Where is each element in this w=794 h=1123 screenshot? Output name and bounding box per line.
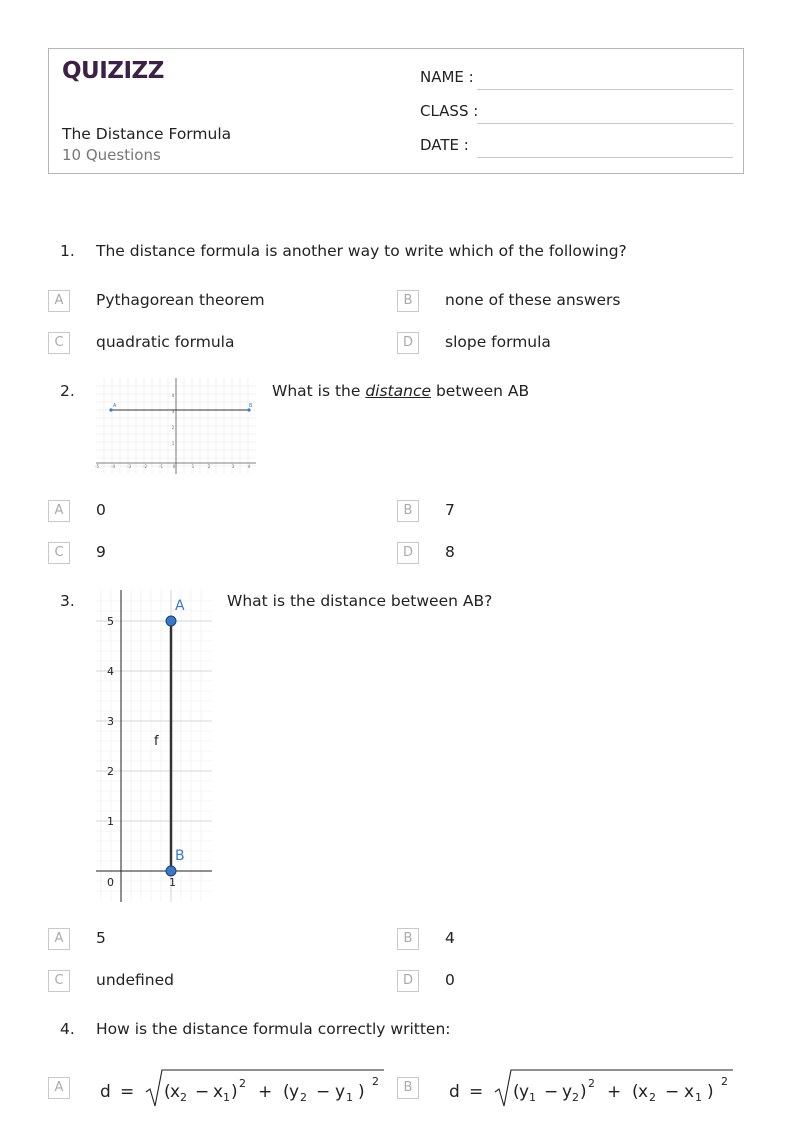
svg-text:x: x [638,1082,649,1102]
date-label: DATE : [420,136,469,154]
svg-text:−: − [544,1082,559,1102]
option-c-box[interactable]: C [48,970,70,992]
option-d-box[interactable]: D [397,970,419,992]
x-tick-label: 1 [191,464,195,469]
svg-text:y: y [562,1082,573,1102]
paren-close: ) [231,1082,238,1102]
svg-text:2: 2 [588,1077,595,1090]
svg-text:2: 2 [721,1075,728,1088]
paren-close: ) [358,1082,365,1102]
paren-open: ( [632,1082,639,1102]
option-d-text[interactable]: 0 [445,971,455,989]
option-a-formula[interactable] [92,1064,388,1110]
question-text: How is the distance formula correctly written: [96,1020,451,1038]
option-d-text[interactable]: 8 [445,543,455,561]
x-tick-label: 2 [207,464,211,469]
option-b-box[interactable]: B [397,290,419,312]
class-field[interactable] [477,123,733,124]
formula-d: d [100,1082,111,1102]
question-number: 4. [60,1020,75,1038]
svg-text:+: + [607,1082,622,1102]
svg-text:2: 2 [300,1091,307,1104]
svg-text:+: + [258,1082,273,1102]
svg-text:−: − [665,1082,680,1102]
paren-open: ( [283,1082,290,1102]
svg-text:x: x [213,1082,224,1102]
y-tick-label: 3 [107,715,114,728]
question-text: The distance formula is another way to write which of the following? [96,242,627,260]
point-b [166,866,176,876]
option-c-text[interactable]: quadratic formula [96,333,235,351]
svg-text:2: 2 [372,1075,379,1088]
svg-text:2: 2 [649,1091,656,1104]
y-tick-label: 3 [171,409,175,414]
paren-open: ( [164,1082,171,1102]
option-b-box[interactable]: B [397,928,419,950]
segment-label: f [154,734,159,749]
option-d-box[interactable]: D [397,332,419,354]
x-tick-label: -2 [143,464,147,469]
svg-text:2: 2 [180,1091,187,1104]
option-b-text[interactable]: 4 [445,929,455,947]
y-tick-label: 4 [107,665,114,678]
point-a-label: A [175,598,185,614]
option-c-text[interactable]: 9 [96,543,106,561]
question-count: 10 Questions [62,146,161,164]
name-label: NAME : [420,68,474,86]
option-a-text[interactable]: 0 [96,501,106,519]
coordinate-graph-q3 [96,590,212,902]
point-b-label: B [175,848,185,864]
x-tick-label: -5 [95,464,99,469]
x-tick-label: -3 [127,464,131,469]
option-b-text[interactable]: none of these answers [445,291,621,309]
svg-text:−: − [195,1082,210,1102]
x-tick-label: 0 [172,464,176,469]
date-field[interactable] [477,157,733,158]
option-c-box[interactable]: C [48,542,70,564]
x-tick-label: -1 [159,464,163,469]
svg-text:1: 1 [529,1091,536,1104]
x-tick-label: 3 [231,464,235,469]
option-b-text[interactable]: 7 [445,501,455,519]
option-b-box[interactable]: B [397,1077,419,1099]
svg-text:y: y [289,1082,300,1102]
paren-close: ) [707,1082,714,1102]
option-a-text[interactable]: Pythagorean theorem [96,291,265,309]
option-c-box[interactable]: C [48,332,70,354]
question-number: 1. [60,242,75,260]
option-d-box[interactable]: D [397,542,419,564]
option-b-formula[interactable] [441,1064,737,1110]
x-tick-label: 4 [247,464,251,469]
option-d-text[interactable]: slope formula [445,333,551,351]
x-tick-label: -4 [111,464,115,469]
svg-text:1: 1 [223,1091,230,1104]
y-tick-label: 1 [171,441,175,446]
paren-open: ( [513,1082,520,1102]
point-b-label: B [249,403,253,409]
question-text: What is the distance between AB? [227,592,493,610]
x-tick-label: 1 [169,876,176,889]
svg-text:1: 1 [346,1091,353,1104]
svg-text:2: 2 [572,1091,579,1104]
paren-close: ) [580,1082,587,1102]
worksheet-title: The Distance Formula [62,125,232,143]
y-tick-label: 1 [107,815,114,828]
y-tick-label: 5 [107,615,114,628]
coordinate-graph-q2 [96,378,256,474]
y-tick-label: 4 [171,393,175,398]
option-a-box[interactable]: A [48,500,70,522]
formula-equals: = [469,1082,484,1102]
option-c-text[interactable]: undefined [96,971,174,989]
option-a-box[interactable]: A [48,928,70,950]
option-a-text[interactable]: 5 [96,929,106,947]
question-text-end: between AB [431,382,530,400]
point-a-label: A [113,403,117,409]
question-text [272,382,529,400]
question-number: 3. [60,592,75,610]
option-a-box[interactable]: A [48,1077,70,1099]
origin-label: 0 [107,876,114,889]
class-label: CLASS : [420,102,479,120]
point-a [166,616,176,626]
svg-text:−: − [316,1082,331,1102]
option-b-box[interactable]: B [397,500,419,522]
svg-text:x: x [684,1082,695,1102]
emphasized-word: distance [365,382,432,400]
question-text-start: What is the [272,382,366,400]
svg-text:1: 1 [695,1091,702,1104]
option-a-box[interactable]: A [48,290,70,312]
formula-d: d [449,1082,460,1102]
svg-text:y: y [335,1082,346,1102]
svg-text:x: x [170,1082,181,1102]
y-tick-label: 2 [107,765,114,778]
y-tick-label: 2 [171,425,175,430]
formula-equals: = [120,1082,135,1102]
svg-text:y: y [519,1082,530,1102]
name-field[interactable] [477,89,733,90]
question-number: 2. [60,382,75,400]
svg-text:2: 2 [239,1077,246,1090]
quizizz-logo: QUIZIZZ [62,58,164,84]
